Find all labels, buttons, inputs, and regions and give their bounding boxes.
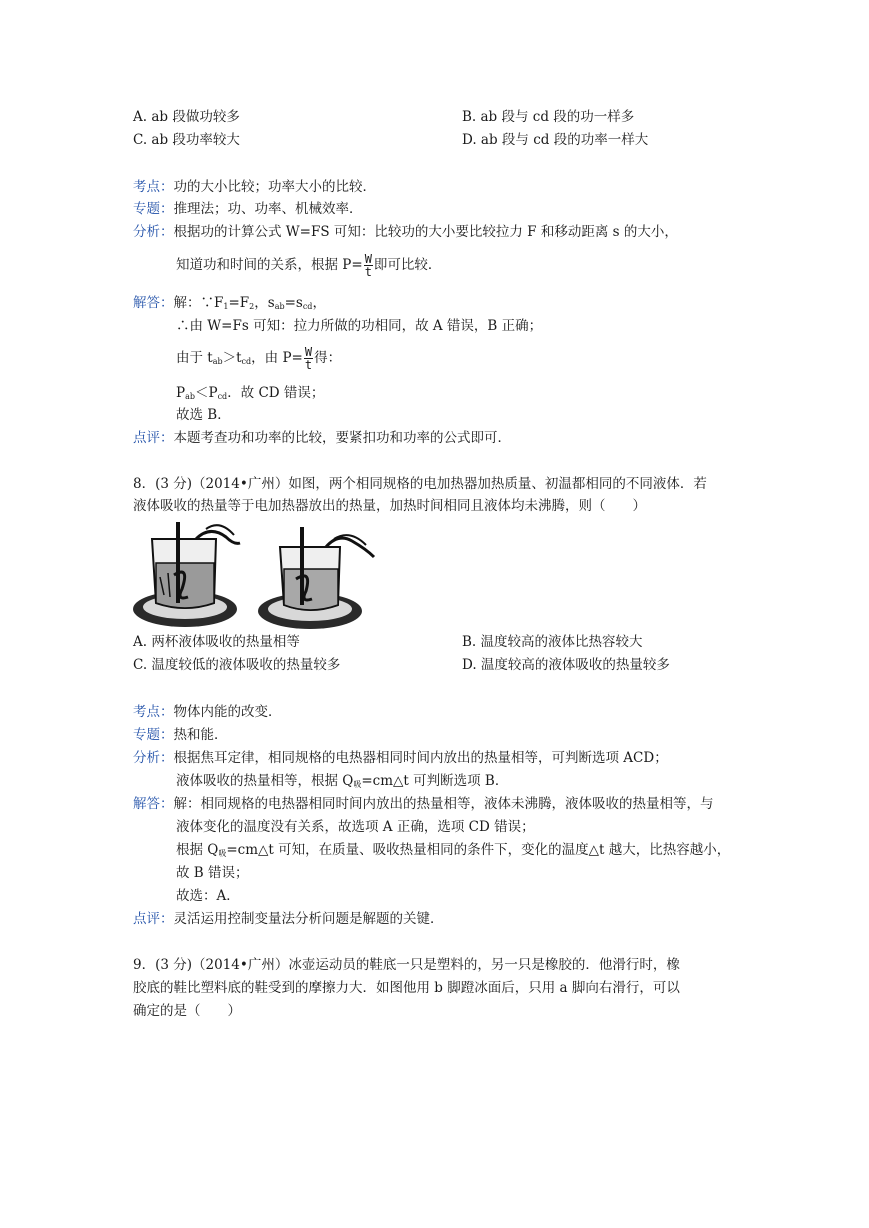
q7-jieda-line1: [133, 293, 326, 317]
fraction-numerator: W: [364, 252, 372, 266]
q8-zhuanti: [133, 725, 228, 745]
q7-fenxi-line2: [176, 253, 441, 278]
q7-option-c: C. ab 段功率较大: [133, 132, 240, 148]
kaodian-label: 考点：: [133, 704, 174, 720]
q8-fenxi-line2: [176, 771, 508, 795]
fenxi-text-1: 根据功的计算公式 W=FS 可知：比较功的大小要比较拉力 F 和移动距离 s 的大小，: [173, 224, 678, 240]
jieda-text-1: 解：相同规格的电热器相同时间内放出的热量相等，液体未沸腾，液体吸收的热量相等，与: [173, 796, 714, 812]
jieda-1a: 解：∵F: [173, 295, 224, 311]
dianping-label: 点评：: [133, 911, 174, 927]
fraction-w-over-t-2: [304, 346, 313, 371]
fenxi-2a: 液体吸收的热量相等，根据 Q: [176, 773, 354, 789]
jieda-3b: =cm△t 可知，在质量、吸收热量相同的条件下，变化的温度△t 越大，比热容越小，: [226, 842, 731, 858]
dianping-text: 本题考查功和功率的比较，要紧扣功和功率的公式即可．: [173, 430, 511, 446]
jieda-3c: ，由 P=: [251, 350, 303, 366]
jieda-label: 解答：: [133, 295, 174, 311]
q7-option-b: B. ab 段与 cd 段的功一样多: [462, 109, 635, 125]
q9-stem-line3: 确定的是（ ）: [133, 1003, 241, 1019]
q7-option-d: D. ab 段与 cd 段的功率一样大: [462, 132, 649, 148]
fenxi-text-2b: 即可比较．: [373, 257, 442, 273]
q8-jieda-line4: 故 B 错误；: [176, 865, 249, 881]
q8-option-a: A. 两杯液体吸收的热量相等: [133, 634, 300, 650]
sub-1: 1: [223, 302, 229, 311]
q7-jieda-line4: [176, 383, 324, 407]
sub-ab: ab: [274, 302, 285, 311]
sub-p-ab: ab: [185, 392, 195, 401]
dianping-label: 点评：: [133, 430, 174, 446]
jieda-1b: =F: [228, 295, 250, 311]
q7-jieda-line3: [176, 346, 341, 372]
sub-t-ab: ab: [212, 357, 223, 366]
left-beaker: [133, 522, 240, 627]
jieda-label: 解答：: [133, 796, 174, 812]
zhuanti-label: 专题：: [133, 727, 174, 743]
sub-p-cd: cd: [217, 392, 228, 401]
q7-jieda-line2: ∴由 W=Fs 可知：拉力所做的功相同，故 A 错误，B 正确；: [176, 318, 543, 334]
q7-zhuanti: [133, 199, 363, 219]
q8-jieda-line5: 故选：A．: [176, 888, 240, 904]
fenxi-2b: =cm△t 可判断选项 B．: [361, 773, 509, 789]
right-beaker: [258, 527, 374, 629]
dianping-text: 灵活运用控制变量法分析问题是解题的关键．: [173, 911, 444, 927]
q7-dianping: [133, 428, 511, 448]
q8-stem-line1: 8．(3 分)（2014•广州）如图，两个相同规格的电加热器加热质量、初温都相同的不同液体．若: [133, 476, 707, 492]
jieda-4c: ．故 CD 错误；: [227, 385, 325, 401]
q9-stem-line2: 胶底的鞋比塑料底的鞋受到的摩擦力大．如图他用 b 脚蹬冰面后，只用 a 脚向右滑行，可以: [133, 980, 680, 996]
q8-option-c: C. 温度较低的液体吸收的热量较多: [133, 657, 341, 673]
jieda-3a: 根据 Q: [176, 842, 219, 858]
fraction-numerator: W: [304, 345, 313, 359]
sub-t-cd: cd: [241, 357, 252, 366]
q7-fenxi: [133, 222, 678, 242]
kaodian-text: 物体内能的改变．: [173, 704, 282, 720]
sub-2: 2: [249, 302, 255, 311]
fraction-denominator: t: [364, 265, 372, 279]
zhuanti-text: 热和能．: [173, 727, 228, 743]
zhuanti-text: 推理法；功、功率、机械效率．: [173, 201, 363, 217]
q8-fenxi: [133, 748, 668, 768]
beaker-heater-figure: [130, 517, 380, 635]
jieda-4b: ＜P: [194, 385, 218, 401]
fenxi-label: 分析：: [133, 750, 174, 766]
jieda-4a: P: [176, 385, 186, 401]
q8-jieda-line3: [176, 840, 730, 864]
jieda-1d: =s: [284, 295, 303, 311]
sub-xi: 吸: [353, 780, 362, 789]
q7-kaodian: [133, 177, 376, 197]
fenxi-text-1: 根据焦耳定律，相同规格的电热器相同时间内放出的热量相等，可判断选项 ACD；: [173, 750, 668, 766]
jieda-3d: 得：: [314, 350, 342, 366]
fraction-w-over-t: [364, 253, 373, 278]
sub-cd: cd: [302, 302, 313, 311]
q8-jieda-line2: 液体变化的温度没有关系，故选项 A 正确，选项 CD 错误；: [176, 819, 535, 835]
jieda-1e: ，: [312, 295, 326, 311]
q7-option-a: A. ab 段做功较多: [133, 109, 240, 125]
q9-stem-line1: 9．(3 分)（2014•广州）冰壶运动员的鞋底一只是塑料的，另一只是橡胶的．他滑行时，橡: [133, 957, 680, 973]
kaodian-label: 考点：: [133, 179, 174, 195]
jieda-3b: ＞t: [222, 350, 242, 366]
q8-jieda-line1: [133, 794, 714, 814]
q7-jieda-line5: 故选 B．: [176, 407, 231, 423]
q8-kaodian: [133, 702, 282, 722]
jieda-1c: ，s: [254, 295, 275, 311]
kaodian-text: 功的大小比较；功率大小的比较．: [173, 179, 376, 195]
fraction-denominator: t: [304, 358, 313, 372]
fenxi-label: 分析：: [133, 224, 174, 240]
q8-stem-line2: 液体吸收的热量等于电加热器放出的热量，加热时间相同且液体均未沸腾，则（ ）: [133, 498, 646, 514]
q8-option-b: B. 温度较高的液体比热容较大: [462, 634, 643, 650]
q8-option-d: D. 温度较高的液体吸收的热量较多: [462, 657, 670, 673]
q8-dianping: [133, 909, 444, 929]
zhuanti-label: 专题：: [133, 201, 174, 217]
sub-xi: 吸: [218, 849, 227, 858]
jieda-3a: 由于 t: [176, 350, 213, 366]
fenxi-text-2a: 知道功和时间的关系，根据 P=: [176, 257, 363, 273]
